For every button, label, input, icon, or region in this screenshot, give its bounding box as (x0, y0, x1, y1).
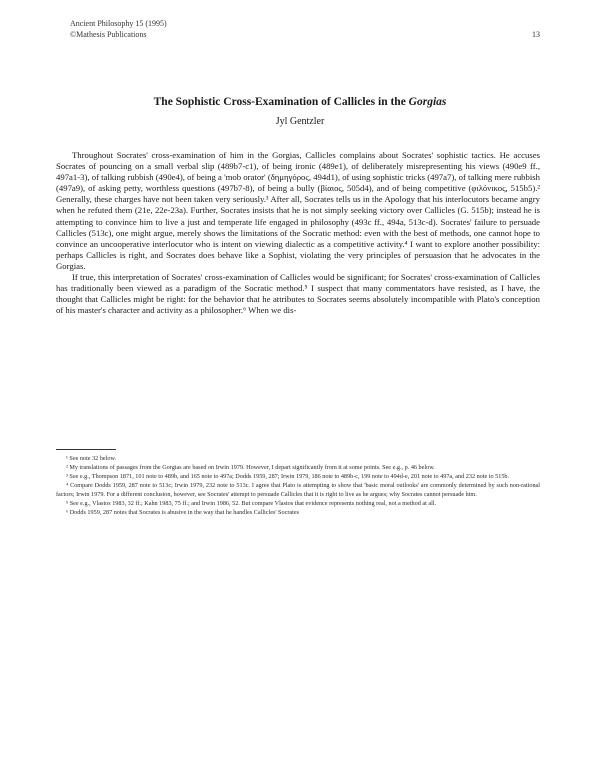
footnote: ⁵ See e.g., Vlastos 1983, 32 ff.; Kahn 1983, 75 ff.; and Irwin 1986, 52. But compare Vlastos that evidence represents nothing real, not a method at all. (66, 499, 437, 507)
paragraph: If true, this interpretation of Socrates' cross-examination of Callicles would be significant; for Socrates' cross-examination of Callicles has traditionally been viewed as a paradigm of the Socratic method.⁵ I suspect that many commentators have resisted, as I have, the thought that Callicles might be right: for the behavior that he attributes to Socrates seems absolutely incompatible with Plato's conception of his master's character and activity as a philosopher.⁶ When we dis- (56, 272, 540, 316)
footnote: ³ See e.g., Thompson 1871, 101 note to 489b, and 165 note to 497a; Dodds 1959, 287; Irwin 1979, 186 note to 489b-c, 199 note to 494d-e, 201 note to 497a, and 232 note to 515b. (66, 473, 510, 481)
footnote: ² My translations of passages from the Gorgias are based on Irwin 1979. However, I depart significantly from it at some points. See e.g., p. 46 below. (66, 464, 435, 472)
page-number: 13 (532, 30, 540, 39)
body-text (56, 150, 540, 316)
author-name: Jyl Gentzler (275, 116, 325, 127)
journal-name: Ancient Philosophy 15 (1995) (70, 19, 167, 28)
running-header (70, 18, 540, 40)
footnote: ⁴ Compare Dodds 1959, 287 note to 513c; Irwin 1979, 232 note to 513c. I agree that Plato is attempting to show that 'basic moral outlooks' are commonly determined by such non-rational factors; Irwin 1979. For a different conclusion, however, see Socrates' attempt to persuade Callicles that it is right to live as he argues; why Socrates cannot persuade him. (56, 482, 540, 498)
publisher-name: ©Mathesis Publications (70, 30, 147, 39)
footnote: ⁶ Dodds 1959, 287 notes that Socrates is abusive in the way that he handles Callicles' Socrates (66, 509, 300, 517)
footnote-divider (56, 449, 116, 450)
footnotes (56, 455, 540, 518)
paragraph: Throughout Socrates' cross-examination of him in the Gorgias, Callicles complains about Socrates' sophistic tactics. He accuses Socrates of pouncing on a small verbal slip (489b7-c1), of being ironic (489e1), of deliberately misrepresenting his views (490e9 ff., 497a1-3), of talking rubbish (490e4), of being a 'mob orator' (δημηγόρος, 494d1), of using sophistic tricks (497a7), of talking mere rubbish (497a9), of asking petty, worthless questions (497b7-8), of being a bully (βίαιος, 505d4), and of being competitive (φιλόνικος, 515b5).² Generally, these charges have not been taken very seriously.³ After all, Socrates tells us in the Apology that his interlocutors became angry when he refuted them (21e, 22e-23a). Further, Socrates insists that he is not simply seeking victory over Callicles (G. 515b); instead he is attempting to convince him to live a just and temperate life engaged in philosophy (493c ff., 494a, 513c-d). Socrates' failure to persuade Callicles (513c), one might argue, merely shows the limitations of the Socratic method: even with the best of methods, one cannot hope to convince an uncooperative interlocutor who is intent on viewing dialectic as a competitive activity.⁴ I want to explore another possibility: perhaps Callicles is right, and Socrates does behave like a Sophist, violating the very principles of persuasion that he advocates in the Gorgias. (56, 150, 540, 271)
paper-title (0, 96, 600, 108)
title-italic: Gorgias (408, 96, 447, 108)
title-main: The Sophistic Cross-Examination of Callicles in the (153, 96, 409, 108)
footnote: ¹ See note 32 below. (66, 455, 117, 462)
